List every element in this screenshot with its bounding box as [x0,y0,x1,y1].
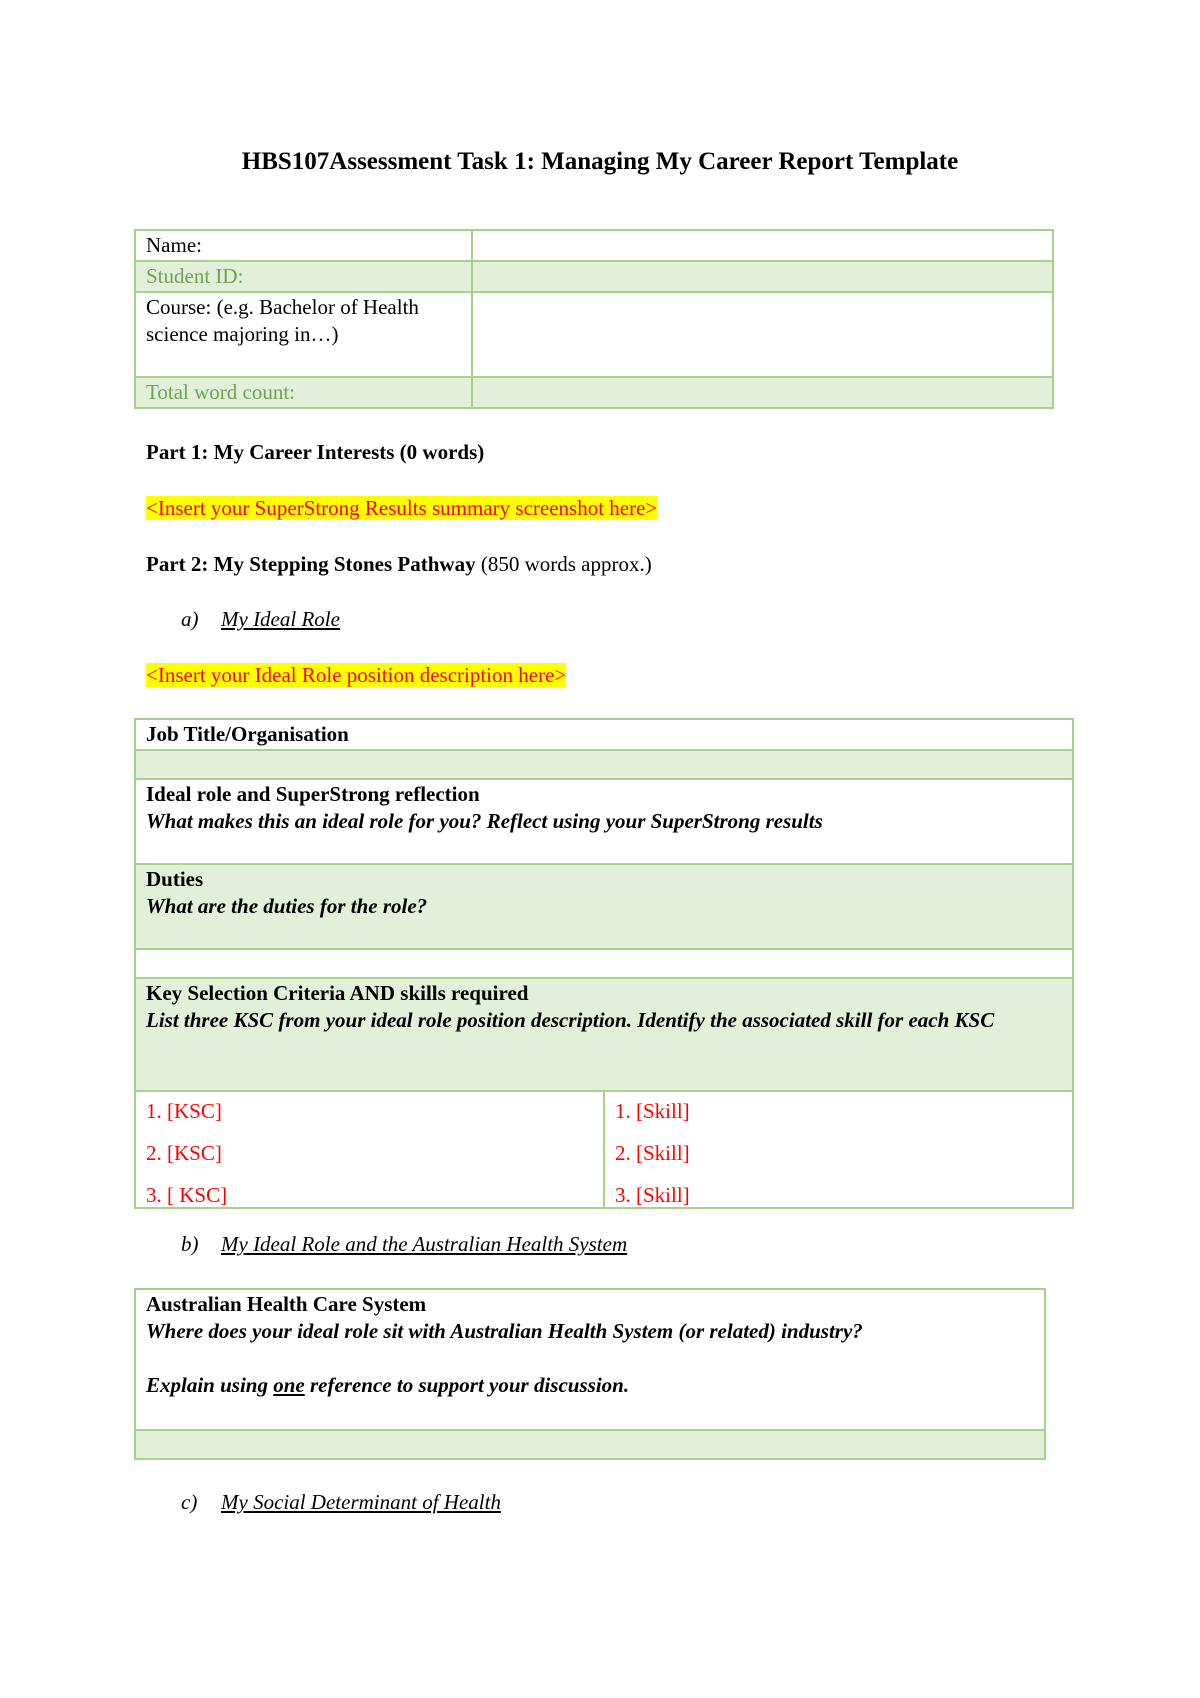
health-system-explain [146,1372,1034,1399]
name-label: Name: [135,230,472,261]
ksc-prompt: List three KSC from your ideal role position description. Identify the associated skill for each KSC [146,1008,995,1032]
part1-heading: Part 1: My Career Interests (0 words) [146,440,485,464]
ideal-role-placeholder: <Insert your Ideal Role position description here> [146,663,567,687]
superstrong-placeholder: <Insert your SuperStrong Results summary screenshot here> [146,496,658,520]
section-c-heading [181,1490,501,1515]
student-details-table [134,229,1054,409]
ksc-heading: Key Selection Criteria AND skills required [146,981,529,1005]
section-c-title: My Social Determinant of Health [221,1490,501,1514]
duties-heading: Duties [146,867,204,891]
reflection-heading: Ideal role and SuperStrong reflection [146,782,480,806]
section-a-heading [181,607,340,632]
section-a-letter: a) [181,607,199,631]
health-system-table [134,1288,1046,1460]
document-title: HBS107Assessment Task 1: Managing My Career Report Template [241,148,959,175]
student-id-label: Student ID: [135,261,472,292]
skill-list[interactable] [604,1091,1073,1208]
skill-item: 3. [Skill] [615,1183,690,1207]
section-b-title: My Ideal Role and the Australian Health System [221,1232,628,1256]
explain-text: Explain using [146,1373,274,1397]
ksc-item: 3. [ KSC] [146,1183,228,1207]
duties-cell[interactable] [135,864,1073,949]
ksc-list[interactable] [135,1091,604,1208]
course-label: Course: (e.g. Bachelor of Health science majoring in…) [135,292,472,377]
explain-emphasis: one [273,1373,305,1397]
student-id-field[interactable] [472,261,1053,292]
reflection-prompt: What makes this an ideal role for you? Reflect using your SuperStrong results [146,809,823,833]
part2-heading-bold: Part 2: My Stepping Stones Pathway [146,552,476,576]
part1-placeholder [146,496,657,521]
ideal-role-placeholder-line [146,663,566,688]
part2-heading-word-count: (850 words approx.) [480,552,652,576]
word-count-field[interactable] [472,377,1053,408]
section-b-letter: b) [181,1232,199,1256]
skill-item: 1. [Skill] [615,1099,690,1123]
section-a-title: My Ideal Role [221,607,340,631]
ksc-cell [135,978,1073,1091]
section-b-heading [181,1232,627,1257]
job-title-field[interactable] [135,750,1073,779]
health-system-heading: Australian Health Care System [146,1292,427,1316]
duties-field[interactable] [135,949,1073,978]
ksc-item: 1. [KSC] [146,1099,222,1123]
job-title-heading: Job Title/Organisation [135,719,1073,750]
part2-heading [146,552,652,577]
explain-text-end: reference to support your discussion. [304,1373,630,1397]
ksc-item: 2. [KSC] [146,1141,222,1165]
health-system-prompt: Where does your ideal role sit with Australian Health System (or related) industry? [146,1319,863,1343]
course-field[interactable] [472,292,1053,377]
skill-item: 2. [Skill] [615,1141,690,1165]
word-count-label: Total word count: [135,377,472,408]
health-system-cell[interactable] [135,1289,1045,1430]
section-c-letter: c) [181,1490,198,1514]
health-system-field[interactable] [135,1430,1045,1459]
reflection-cell[interactable] [135,779,1073,864]
ideal-role-table [134,718,1074,1209]
duties-prompt: What are the duties for the role? [146,894,428,918]
name-field[interactable] [472,230,1053,261]
